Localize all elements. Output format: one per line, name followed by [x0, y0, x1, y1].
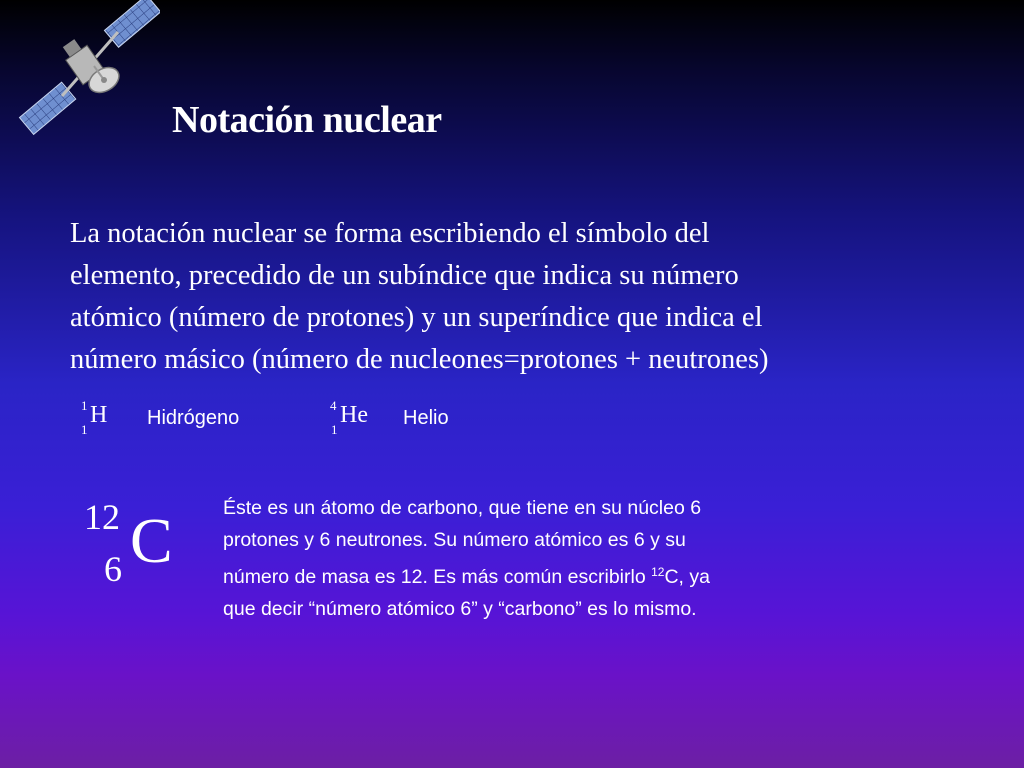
helium-label: Helio	[403, 407, 449, 429]
intro-line: La notación nuclear se forma escribiendo el símbolo del	[70, 218, 710, 249]
explanation-text: C, ya	[664, 566, 710, 588]
carbon-explanation	[223, 492, 823, 625]
hydrogen-symbol: H	[90, 402, 108, 428]
carbon-symbol: C	[130, 505, 173, 576]
carbon-atomic-number: 6	[104, 549, 122, 589]
helium-mass-number: 4	[330, 398, 337, 413]
explanation-line: Éste es un átomo de carbono, que tiene en su núcleo 6	[223, 497, 702, 519]
helium-symbol: He	[340, 402, 368, 428]
carbon-notation	[84, 496, 194, 596]
intro-paragraph	[70, 213, 970, 381]
intro-line: elemento, precedido de un subíndice que indica su número	[70, 260, 739, 291]
carbon-mass-number: 12	[84, 497, 120, 537]
hydrogen-label: Hidrógeno	[147, 407, 240, 429]
explanation-line: que decir “número atómico 6” y “carbono” es lo mismo.	[223, 598, 697, 620]
explanation-superscript: 12	[651, 565, 665, 579]
hydrogen-mass-number: 1	[81, 398, 88, 413]
explanation-line: protones y 6 neutrones. Su número atómico es 6 y su	[223, 529, 686, 551]
hydrogen-atomic-number: 1	[81, 422, 88, 437]
explanation-line	[223, 556, 823, 593]
explanation-text: número de masa es 12. Es más común escribirlo	[223, 566, 652, 588]
satellite-icon	[10, 0, 160, 140]
helium-atomic-number: 1	[331, 422, 338, 437]
intro-line: atómico (número de protones) y un superíndice que indica el	[70, 302, 763, 333]
slide-title: Notación nuclear	[172, 99, 442, 141]
hydrogen-notation	[80, 398, 120, 442]
helium-notation	[330, 398, 390, 442]
intro-line: número másico (número de nucleones=protones + neutrones)	[70, 344, 769, 375]
